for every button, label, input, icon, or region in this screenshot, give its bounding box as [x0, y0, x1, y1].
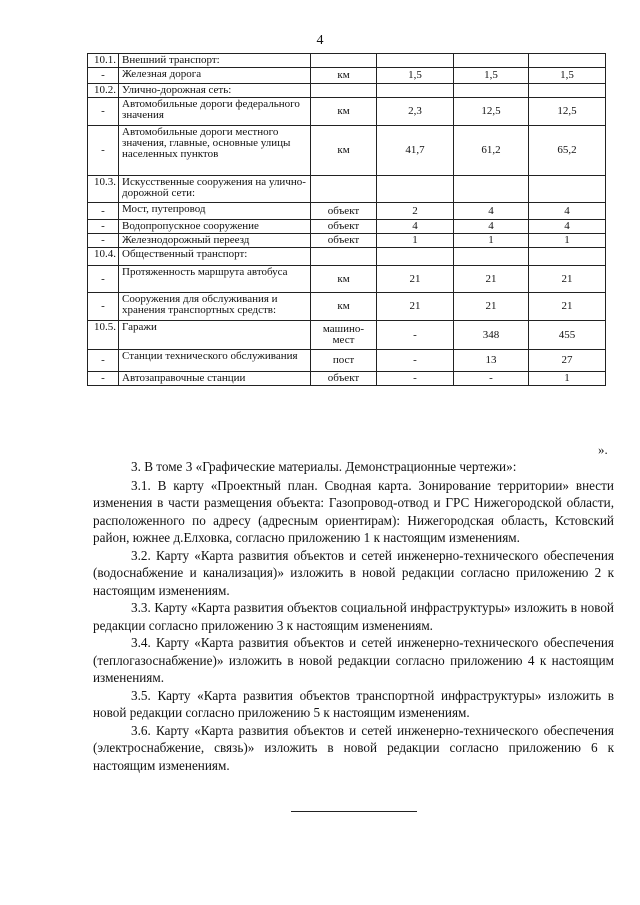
row-value-1: 41,7: [377, 126, 454, 176]
row-value-3: 455: [529, 321, 606, 350]
row-value-2: 61,2: [454, 126, 529, 176]
row-index: -: [88, 68, 119, 84]
page-number: 4: [316, 33, 324, 48]
row-name: Протяженность маршрута автобуса: [119, 266, 311, 293]
row-value-2: 4: [454, 203, 529, 220]
row-unit: машино-мест: [311, 321, 377, 350]
row-value-2: 21: [454, 266, 529, 293]
row-unit: пост: [311, 350, 377, 372]
closing-quote: ».: [598, 442, 608, 457]
row-value-3: 4: [529, 220, 606, 234]
row-name: Железная дорога: [119, 68, 311, 84]
row-value-3: 27: [529, 350, 606, 372]
row-unit: объект: [311, 234, 377, 248]
paragraph-3-4: 3.4. Карту «Карта развития объектов и сетей инженерно-технического обеспечения (теплогазоснабжение)» изложить в новой редакции согласно приложению 4 к настоящим изменениям.: [93, 635, 614, 685]
row-value-2: -: [454, 372, 529, 386]
row-name: Станции технического обслуживания: [119, 350, 311, 372]
row-unit: [311, 248, 377, 266]
paragraph-3-1: 3.1. В карту «Проектный план. Сводная карта. Зонирование территории» внести изменения в части размещения объекта: Газопровод-отвод и ГРС Нижегородской области, расположенного по адресу (адресным ориентирам): Нижегородская область, Кстовский район, южнее д.Елховка, согласно приложению 1 к настоящим изменениям.: [93, 477, 614, 545]
row-value-1: 4: [377, 220, 454, 234]
row-index: -: [88, 220, 119, 234]
row-name: Общественный транспорт:: [119, 248, 311, 266]
row-value-2: [454, 176, 529, 203]
row-name: Улично-дорожная сеть:: [119, 84, 311, 98]
row-index: -: [88, 203, 119, 220]
row-unit: [311, 176, 377, 203]
row-value-1: -: [377, 372, 454, 386]
row-value-1: 1: [377, 234, 454, 248]
table-body: [88, 54, 606, 386]
row-index: 10.2.: [88, 84, 119, 98]
table-row: [88, 372, 606, 386]
row-value-1: -: [377, 350, 454, 372]
row-name: Внешний транспорт:: [119, 54, 311, 68]
row-value-1: 21: [377, 266, 454, 293]
table-row: [88, 350, 606, 372]
row-index: -: [88, 126, 119, 176]
row-value-1: 2,3: [377, 98, 454, 126]
row-value-3: [529, 248, 606, 266]
paragraph-3-5: 3.5. Карту «Карта развития объектов транспортной инфраструктуры» изложить в новой редакции согласно приложению 5 к настоящим изменениям.: [93, 687, 614, 720]
row-index: -: [88, 293, 119, 321]
row-name: Автомобильные дороги федерального значения: [119, 98, 311, 126]
table-row: [88, 176, 606, 203]
row-name: Искусственные сооружения на улично-дорожной сети:: [119, 176, 311, 203]
row-value-2: [454, 84, 529, 98]
row-value-1: -: [377, 321, 454, 350]
row-value-3: [529, 54, 606, 68]
body-text: [93, 458, 614, 774]
row-unit: объект: [311, 203, 377, 220]
row-name: Автозаправочные станции: [119, 372, 311, 386]
row-value-1: [377, 84, 454, 98]
row-value-3: 65,2: [529, 126, 606, 176]
row-value-2: 12,5: [454, 98, 529, 126]
row-value-2: [454, 248, 529, 266]
row-index: -: [88, 350, 119, 372]
row-unit: объект: [311, 220, 377, 234]
row-value-2: 1,5: [454, 68, 529, 84]
row-index: 10.1.: [88, 54, 119, 68]
row-value-3: [529, 84, 606, 98]
row-value-3: 1: [529, 372, 606, 386]
table-row: [88, 266, 606, 293]
row-value-1: [377, 54, 454, 68]
row-value-1: 21: [377, 293, 454, 321]
row-value-2: 13: [454, 350, 529, 372]
row-unit: [311, 84, 377, 98]
row-unit: [311, 54, 377, 68]
row-unit: км: [311, 126, 377, 176]
row-index: -: [88, 98, 119, 126]
paragraph-3-2: 3.2. Карту «Карта развития объектов и сетей инженерно-технического обеспечения (водоснабжение и канализация)» изложить в новой редакции согласно приложению 2 к настоящим изменениям.: [93, 547, 614, 598]
table-row: [88, 98, 606, 126]
row-value-1: [377, 176, 454, 203]
paragraph-volume-3: 3. В томе 3 «Графические материалы. Демонстрационные чертежи»:: [131, 459, 517, 474]
row-name: Водопропускное сооружение: [119, 220, 311, 234]
row-unit: км: [311, 293, 377, 321]
paragraph-3-6: 3.6. Карту «Карта развития объектов и сетей инженерно-технического обеспечения (электроснабжение, связь)» изложить в новой редакции согласно приложению 6 к настоящим изменениям.: [93, 722, 614, 773]
row-index: -: [88, 266, 119, 293]
row-value-2: 348: [454, 321, 529, 350]
row-unit: объект: [311, 372, 377, 386]
table-row: [88, 234, 606, 248]
table-row: [88, 68, 606, 84]
paragraph-3-3: 3.3. Карту «Карта развития объектов социальной инфраструктуры» изложить в новой редакции согласно приложению 3 к настоящим изменениям.: [93, 600, 614, 633]
row-index: -: [88, 372, 119, 386]
row-value-1: [377, 248, 454, 266]
row-index: 10.4.: [88, 248, 119, 266]
table-row: [88, 248, 606, 266]
row-value-2: [454, 54, 529, 68]
table-row: [88, 220, 606, 234]
row-index: 10.3.: [88, 176, 119, 203]
table-row: [88, 293, 606, 321]
row-name: Автомобильные дороги местного значения, главные, основные улицы населенных пунктов: [119, 126, 311, 176]
end-rule: [291, 811, 417, 812]
row-index: 10.5.: [88, 321, 119, 350]
row-name: Мост, путепровод: [119, 203, 311, 220]
row-value-3: 4: [529, 203, 606, 220]
row-value-3: 12,5: [529, 98, 606, 126]
row-value-3: 1,5: [529, 68, 606, 84]
row-value-3: [529, 176, 606, 203]
table-row: [88, 321, 606, 350]
row-unit: км: [311, 266, 377, 293]
table-row: [88, 54, 606, 68]
row-value-1: 1,5: [377, 68, 454, 84]
table-row: [88, 203, 606, 220]
row-value-3: 21: [529, 266, 606, 293]
indicators-table: [87, 53, 606, 386]
row-value-3: 1: [529, 234, 606, 248]
row-name: Гаражи: [119, 321, 311, 350]
row-value-1: 2: [377, 203, 454, 220]
table-row: [88, 126, 606, 176]
row-name: Железнодорожный переезд: [119, 234, 311, 248]
table-row: [88, 84, 606, 98]
row-unit: км: [311, 68, 377, 84]
row-value-3: 21: [529, 293, 606, 321]
row-name: Сооружения для обслуживания и хранения транспортных средств:: [119, 293, 311, 321]
row-index: -: [88, 234, 119, 248]
row-unit: км: [311, 98, 377, 126]
row-value-2: 1: [454, 234, 529, 248]
row-value-2: 4: [454, 220, 529, 234]
row-value-2: 21: [454, 293, 529, 321]
